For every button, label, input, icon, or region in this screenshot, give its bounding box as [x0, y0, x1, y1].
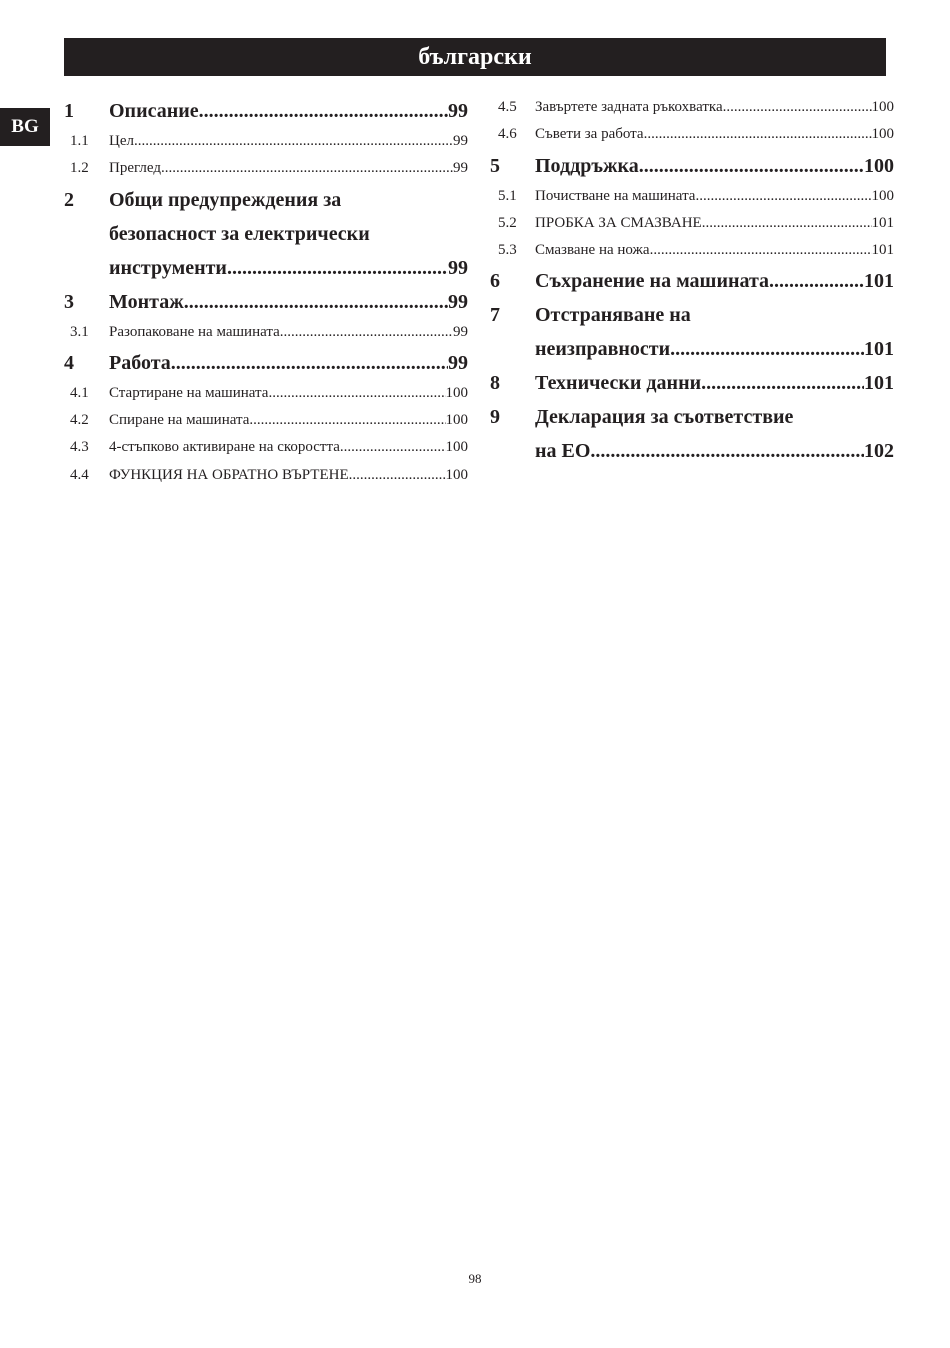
- toc-title-line-2: на ЕО: [535, 440, 591, 463]
- toc-number: 7: [490, 304, 500, 327]
- toc-number: 2: [64, 188, 74, 211]
- toc-page: 101: [864, 270, 894, 293]
- toc-number: 4.1: [70, 384, 89, 401]
- toc-entry-4-5[interactable]: [490, 94, 894, 121]
- toc-page: 100: [445, 466, 468, 483]
- toc-page: 100: [871, 126, 894, 143]
- toc-entry-3[interactable]: [64, 285, 468, 319]
- toc-entry-4-1[interactable]: [64, 380, 468, 407]
- toc-leader: [590, 434, 864, 468]
- toc-leader: [701, 366, 864, 400]
- toc-number: 4.5: [498, 99, 517, 115]
- toc-entry-5-1[interactable]: [490, 183, 894, 210]
- toc-page: 101: [871, 242, 894, 259]
- toc-number: 4.2: [70, 412, 89, 429]
- toc-leader: [644, 121, 872, 148]
- toc-title: Съхранение на машината: [535, 270, 770, 293]
- toc-page: 101: [871, 214, 894, 231]
- toc-entry-7[interactable]: [490, 298, 894, 366]
- toc-title: ПРОБКА ЗА СМАЗВАНЕ: [535, 214, 702, 231]
- toc-title: Завъртете задната ръкохватка: [535, 99, 723, 115]
- toc-number: 1.1: [70, 133, 89, 149]
- toc-number: 5: [490, 154, 500, 177]
- language-header: [64, 38, 886, 76]
- toc-leader: [769, 264, 864, 298]
- toc-leader: [650, 237, 872, 264]
- language-code: BG: [11, 116, 39, 137]
- toc-entry-4-6[interactable]: [490, 121, 894, 148]
- toc-entry-4[interactable]: [64, 346, 468, 380]
- toc-number: 3.1: [70, 323, 89, 340]
- toc-title: Смазване на ножа: [535, 242, 650, 259]
- toc-title: Описание: [109, 100, 199, 122]
- toc-number: 8: [490, 372, 500, 395]
- toc-title: Преглед: [109, 160, 161, 177]
- toc-number: 6: [490, 270, 500, 293]
- toc-page: 99: [448, 351, 468, 374]
- toc-page: 102: [864, 440, 894, 463]
- toc-page: 100: [445, 439, 468, 456]
- toc-leader: [199, 94, 448, 128]
- toc-leader: [695, 183, 871, 210]
- toc-title: Поддръжка: [535, 154, 639, 177]
- toc-entry-4-3[interactable]: [64, 434, 468, 461]
- toc-entry-2[interactable]: [64, 183, 468, 285]
- toc-entry-5[interactable]: [490, 149, 894, 183]
- toc-page: 99: [453, 323, 468, 340]
- toc-page: 101: [864, 372, 894, 395]
- toc-leader: [723, 94, 872, 121]
- toc-leader: [249, 407, 445, 434]
- toc-page: 101: [864, 338, 894, 361]
- toc-number: 4: [64, 351, 74, 374]
- toc-leader: [639, 149, 864, 183]
- toc-page: 99: [453, 133, 468, 149]
- page-number: 98: [468, 1271, 482, 1286]
- language-side-tab: [0, 108, 50, 146]
- toc-title-line-3: инструменти: [109, 256, 227, 279]
- toc-page: 100: [445, 384, 468, 401]
- toc-entry-5-2[interactable]: [490, 210, 894, 237]
- toc-entry-6[interactable]: [490, 264, 894, 298]
- toc-leader: [171, 346, 448, 380]
- toc-title: Стартиране на машината: [109, 384, 269, 401]
- toc-title: Цел: [109, 133, 134, 149]
- toc-number: 1.2: [70, 160, 89, 177]
- toc-leader: [268, 380, 445, 407]
- toc-leader: [161, 155, 453, 182]
- toc-entry-5-3[interactable]: [490, 237, 894, 264]
- toc-title: Работа: [109, 351, 171, 374]
- toc-entry-3-1[interactable]: [64, 319, 468, 346]
- toc-leader: [340, 434, 446, 461]
- toc-entry-1-1[interactable]: [64, 128, 468, 155]
- toc-title: Спиране на машината: [109, 412, 250, 429]
- toc-leader: [670, 332, 864, 366]
- toc-page: 100: [871, 99, 894, 115]
- toc-leader: [227, 251, 448, 285]
- toc-number: 3: [64, 290, 74, 313]
- toc-number: 4.6: [498, 126, 517, 143]
- toc-page: 100: [445, 412, 468, 429]
- toc-title-line-2: безопасност за електрически: [109, 222, 370, 245]
- toc-leader: [702, 210, 872, 237]
- toc-leader: [280, 319, 453, 346]
- toc-page: 99: [448, 256, 468, 279]
- toc-title-line-1: Общи предупреждения за: [109, 188, 342, 211]
- toc-title-line-2: неизправности: [535, 338, 671, 361]
- toc-title: ФУНКЦИЯ НА ОБРАТНО ВЪРТЕНЕ: [109, 466, 349, 483]
- toc-number: 1: [64, 100, 74, 122]
- toc-number: 4.4: [70, 466, 89, 483]
- toc-title: Разопаковане на машината: [109, 323, 280, 340]
- toc-page: 100: [864, 154, 894, 177]
- toc-title-line-1: Декларация за съответствие: [535, 406, 794, 429]
- toc-entry-1-2[interactable]: [64, 155, 468, 182]
- toc-number: 5.1: [498, 187, 517, 204]
- toc-leader: [184, 285, 448, 319]
- toc-number: 5.3: [498, 242, 517, 259]
- toc-entry-1[interactable]: [64, 94, 468, 128]
- toc-number: 4.3: [70, 439, 89, 456]
- toc-number: 5.2: [498, 214, 517, 231]
- toc-entry-4-2[interactable]: [64, 407, 468, 434]
- toc-number: 9: [490, 406, 500, 429]
- toc-page: 99: [448, 100, 468, 122]
- toc-title: Технически данни: [535, 372, 702, 395]
- toc-page: 100: [871, 187, 894, 204]
- toc-page: 99: [453, 160, 468, 177]
- toc-page: 99: [448, 290, 468, 313]
- toc-right-column: [490, 94, 894, 468]
- toc-leader: [349, 462, 446, 489]
- toc-entry-8[interactable]: [490, 366, 894, 400]
- toc-title: 4-стъпково активиране на скоростта: [109, 439, 340, 456]
- toc-title: Монтаж: [109, 290, 184, 313]
- toc-entry-4-4[interactable]: [64, 462, 468, 489]
- language-title: български: [418, 43, 532, 70]
- toc-title-line-1: Отстраняване на: [535, 304, 691, 327]
- toc-entry-9[interactable]: [490, 400, 894, 468]
- toc-title: Съвети за работа: [535, 126, 644, 143]
- toc-left-column: [64, 94, 468, 489]
- toc-leader: [134, 128, 453, 155]
- toc-title: Почистване на машината: [535, 187, 696, 204]
